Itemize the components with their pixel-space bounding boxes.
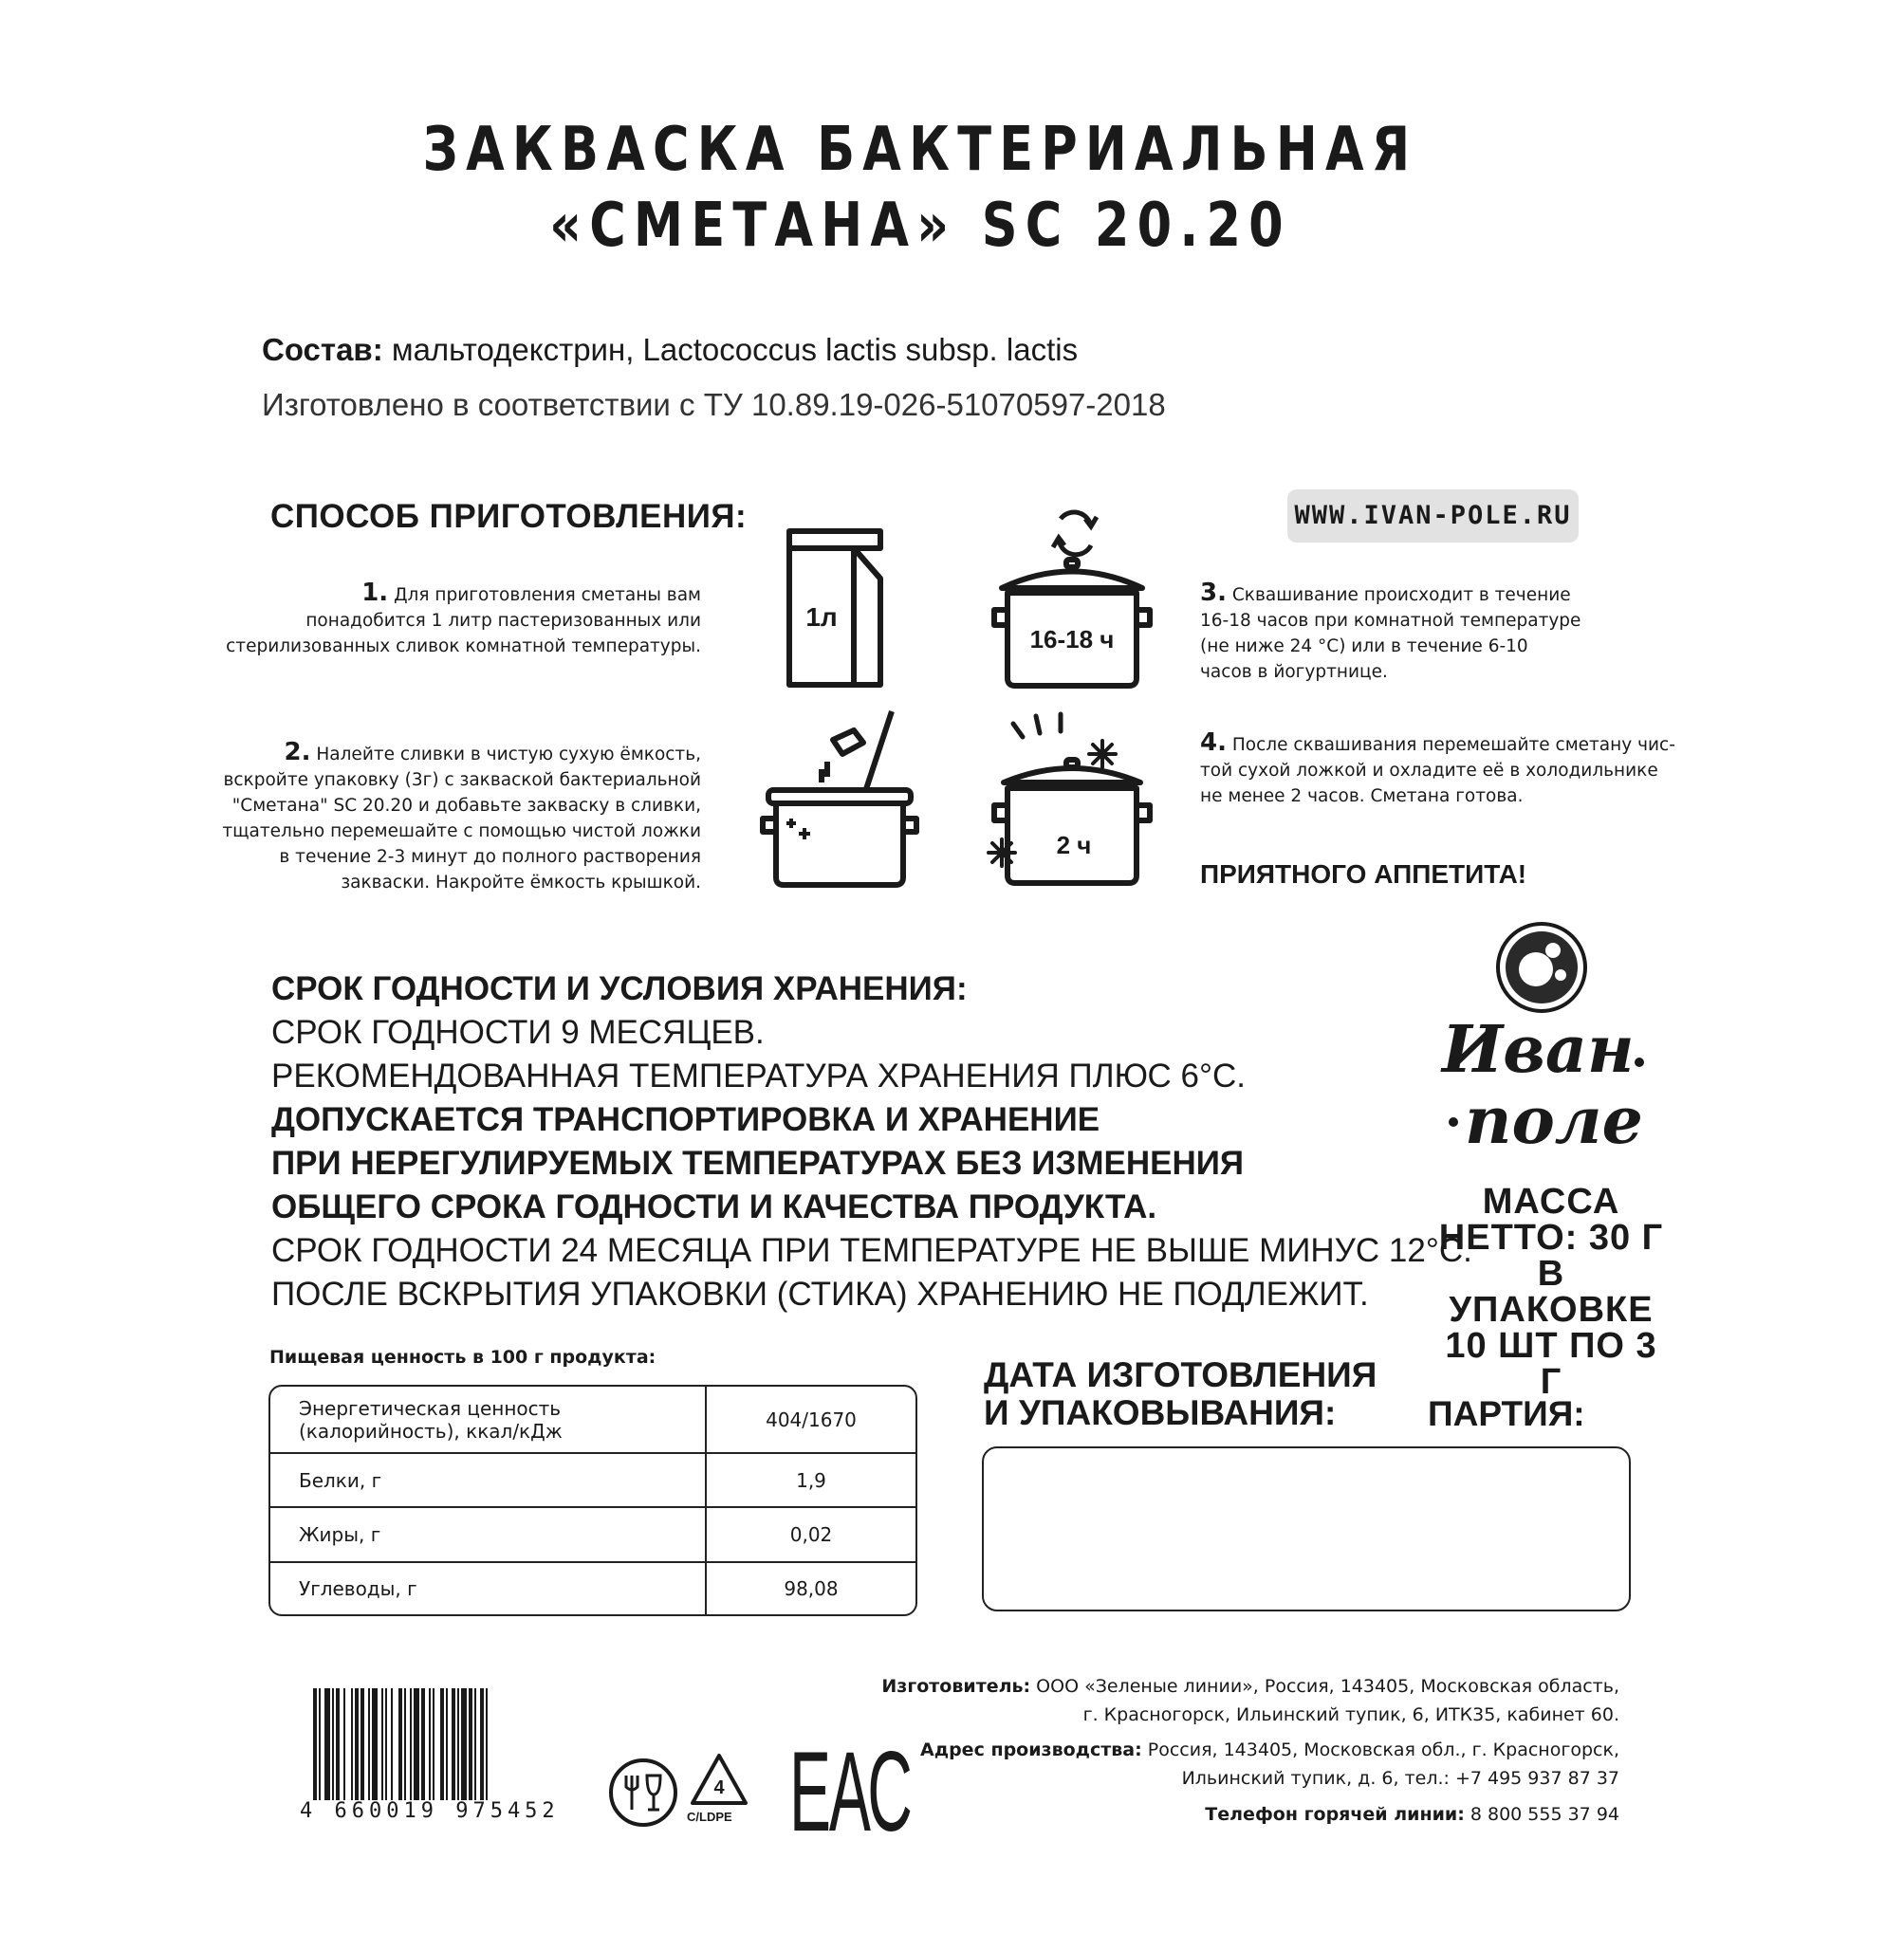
barcode-digits: 4 660019 975452 (300, 1799, 560, 1823)
website-badge: WWW.IVAN-POLE.RU (1287, 489, 1579, 543)
step-1-number: 1. (361, 579, 389, 607)
nutrient-name: Жиры, г (270, 1507, 706, 1561)
barcode-bar (486, 1688, 488, 1800)
date-box (982, 1446, 1631, 1611)
step-2-line: в течение 2-3 минут до полного растворения (279, 847, 701, 867)
barcode-bar (414, 1688, 419, 1800)
barcode-bar (446, 1688, 448, 1800)
barcode-bar (368, 1688, 370, 1800)
composition-label: Состав: (262, 332, 383, 367)
step-1-line: понадобится 1 литр пастеризованных или (305, 611, 701, 631)
svg-text:4: 4 (713, 1777, 725, 1798)
step-1-line: Для приготовления сметаны вам (394, 585, 701, 605)
barcode-bar (404, 1688, 406, 1800)
batch-heading: ПАРТИЯ: (1428, 1394, 1585, 1433)
nutrient-name: Углеводы, г (299, 1576, 417, 1600)
storage-section (271, 967, 1472, 1316)
composition (262, 332, 1078, 368)
hotline (1205, 1800, 1619, 1829)
step-4-number: 4. (1200, 728, 1227, 757)
barcode-bar (360, 1688, 364, 1800)
step-3-line: Сквашивание происходит в течение (1231, 585, 1571, 605)
step-1 (226, 580, 701, 659)
storage-line: ПОСЛЕ ВСКРЫТИЯ УПАКОВКИ (СТИКА) ХРАНЕНИЮ НЕ ПОДЛЕЖИТ. (271, 1276, 1369, 1313)
hotline-label: Телефон горячей линии: (1205, 1804, 1465, 1825)
title-line-1: ЗАКВАСКА БАКТЕРИАЛЬНАЯ (422, 115, 1418, 185)
step-2 (222, 740, 701, 895)
barcode-bar (469, 1688, 472, 1800)
brand-emblem-icon (1494, 920, 1589, 1015)
brand-line-1: Иван (1442, 1012, 1635, 1088)
eac-mark: ЕАС (789, 1728, 911, 1855)
standard-text: Изготовлено в соответствии с ТУ 10.89.19-026-51070597-2018 (262, 387, 1166, 422)
pot-time-label: 16-18 ч (1029, 625, 1115, 653)
barcode-bar (398, 1688, 402, 1800)
mass-line: НЕТТО: 30 Г (1438, 1218, 1664, 1258)
barcode-bar (332, 1688, 334, 1800)
nutrition-heading: Пищевая ценность в 100 г продукта: (269, 1347, 656, 1368)
step-2-line: "Сметана" SC 20.20 и добавьте закваску в сливки, (231, 796, 701, 816)
storage-line: ОБЩЕГО СРОКА ГОДНОСТИ И КАЧЕСТВА ПРОДУКТА. (271, 1188, 1157, 1225)
date-heading (984, 1356, 1377, 1432)
storage-line: СРОК ГОДНОСТИ 24 МЕСЯЦА ПРИ ТЕМПЕРАТУРЕ НЕ ВЫШЕ МИНУС 12°С. (271, 1232, 1472, 1269)
manufacturer-line: ООО «Зеленые линии», Россия, 143405, Московская область, (1036, 1676, 1619, 1697)
table-row (270, 1507, 915, 1561)
step-3-line: (не ниже 24 °С) или в течение 6-10 (1200, 636, 1528, 656)
storage-line: СРОК ГОДНОСТИ 9 МЕСЯЦЕВ. (271, 1014, 765, 1051)
step-1-line: стерилизованных сливок комнатной температуры. (226, 636, 701, 656)
step-3-line: часов в йогуртнице. (1200, 662, 1388, 682)
barcode-bar (474, 1688, 476, 1800)
pot-cooling-icon (987, 707, 1157, 896)
nutrient-value: 1,9 (706, 1453, 915, 1507)
step-4-line: не менее 2 часов. Сметана готова. (1200, 786, 1524, 806)
step-2-line: вскройте упаковку (3г) с закваской бактериальной (223, 770, 701, 790)
product-title (166, 112, 1675, 264)
address-line: Россия, 143405, Московская обл., г. Красногорск, (1147, 1739, 1619, 1760)
brand-line-2: поле (1465, 1083, 1643, 1159)
barcode-bar (480, 1688, 484, 1800)
date-heading-line: И УПАКОВЫВАНИЯ: (984, 1393, 1337, 1432)
production-address (920, 1736, 1619, 1793)
manufacturer-info (881, 1672, 1619, 1729)
nutrition-table (268, 1385, 917, 1616)
barcode-bar (433, 1688, 434, 1800)
nutrient-name: Белки, г (270, 1453, 706, 1507)
mass-line: МАССА (1482, 1182, 1620, 1222)
barcode-bar (343, 1688, 345, 1800)
step-4-line: После сквашивания перемешайте сметану чис- (1231, 735, 1675, 755)
manufacturer-label: Изготовитель: (881, 1676, 1031, 1697)
storage-line: ДОПУСКАЕТСЯ ТРАНСПОРТИРОВКА И ХРАНЕНИЕ (271, 1101, 1100, 1138)
step-4-line: той сухой ложкой и охладите её в холодильнике (1200, 761, 1658, 781)
barcode-bar (313, 1688, 317, 1800)
table-row (270, 1387, 915, 1453)
composition-value: мальтодекстрин, Lactococcus lactis subsp. lactis (391, 332, 1079, 367)
recycle-icon (685, 1750, 753, 1814)
enjoy-text: ПРИЯТНОГО АППЕТИТА! (1200, 859, 1527, 889)
hotline-number: 8 800 555 37 94 (1470, 1804, 1619, 1825)
snowflake-icon (989, 839, 1015, 866)
step-3 (1200, 580, 1581, 685)
step-4 (1200, 730, 1675, 809)
barcode-bar (421, 1688, 425, 1800)
barcode-bar (385, 1688, 387, 1800)
barcode-bar (440, 1688, 444, 1800)
pot-ferment-icon (987, 498, 1157, 692)
barcode-bar (457, 1688, 459, 1800)
step-3-number: 3. (1200, 579, 1227, 607)
barcode-bar (391, 1688, 393, 1800)
mass-line: 10 ШТ ПО 3 Г (1445, 1326, 1657, 1402)
barcode-bar (429, 1688, 431, 1800)
step-2-number: 2. (284, 738, 311, 766)
barcode-bar (355, 1688, 359, 1800)
barcode-bar (452, 1688, 455, 1800)
barcode-bar (410, 1688, 412, 1800)
mass-line: В УПАКОВКЕ (1449, 1254, 1654, 1330)
food-safe-icon (605, 1755, 681, 1831)
storage-line: РЕКОМЕНДОВАННАЯ ТЕМПЕРАТУРА ХРАНЕНИЯ ПЛЮС 6°С. (271, 1058, 1247, 1095)
carton-label: 1л (805, 602, 838, 632)
table-row (270, 1453, 915, 1507)
pot-mix-icon (759, 707, 920, 896)
pot-cooling-label: 2 ч (1056, 831, 1092, 859)
date-heading-line: ДАТА ИЗГОТОВЛЕНИЯ (984, 1355, 1377, 1394)
milk-carton-icon (778, 512, 892, 692)
nutrient-value: 404/1670 (706, 1387, 915, 1453)
barcode-bar (372, 1688, 378, 1800)
ldpe-label: C/LDPE (687, 1810, 732, 1824)
barcode-bar (336, 1688, 340, 1800)
manufacturer-line: г. Красногорск, Ильинский тупик, 6, ИТК35, кабинет 60. (1082, 1704, 1619, 1725)
address-line: Ильинский тупик, д. 6, тел.: +7 495 937 87 37 (1181, 1768, 1619, 1789)
barcode-bar (461, 1688, 467, 1800)
barcode-bar (351, 1688, 353, 1800)
storage-line: ПРИ НЕРЕГУЛИРУЕМЫХ ТЕМПЕРАТУРАХ БЕЗ ИЗМЕНЕНИЯ (271, 1145, 1245, 1182)
nutrient-name: Энергетическая ценность (калорийность), ккал/кДж (270, 1387, 706, 1453)
net-mass (1437, 1184, 1665, 1400)
step-3-line: 16-18 часов при комнатной температуре (1200, 611, 1581, 631)
step-2-line: Налейте сливки в чистую сухую ёмкость, (316, 745, 701, 764)
address-label: Адрес производства: (920, 1739, 1142, 1760)
title-line-2: «СМЕТАНА» SC 20.20 (549, 191, 1291, 261)
barcode-bar (381, 1688, 383, 1800)
step-2-line: закваски. Накройте ёмкость крышкой. (341, 873, 701, 893)
barcode-bar (319, 1688, 321, 1800)
nutrient-value: 98,08 (706, 1562, 915, 1614)
step-2-line: тщательно перемешайте с помощью чистой ложки (222, 821, 701, 841)
barcode (313, 1688, 545, 1800)
table-row (270, 1562, 915, 1614)
snowflake-icon (1089, 741, 1116, 767)
nutrient-value: 0,02 (706, 1507, 915, 1561)
storage-heading: СРОК ГОДНОСТИ И УСЛОВИЯ ХРАНЕНИЯ: (271, 970, 968, 1007)
method-heading: СПОСОБ ПРИГОТОВЛЕНИЯ: (270, 498, 748, 535)
brand-logo (1433, 1010, 1651, 1162)
barcode-bar (324, 1688, 330, 1800)
